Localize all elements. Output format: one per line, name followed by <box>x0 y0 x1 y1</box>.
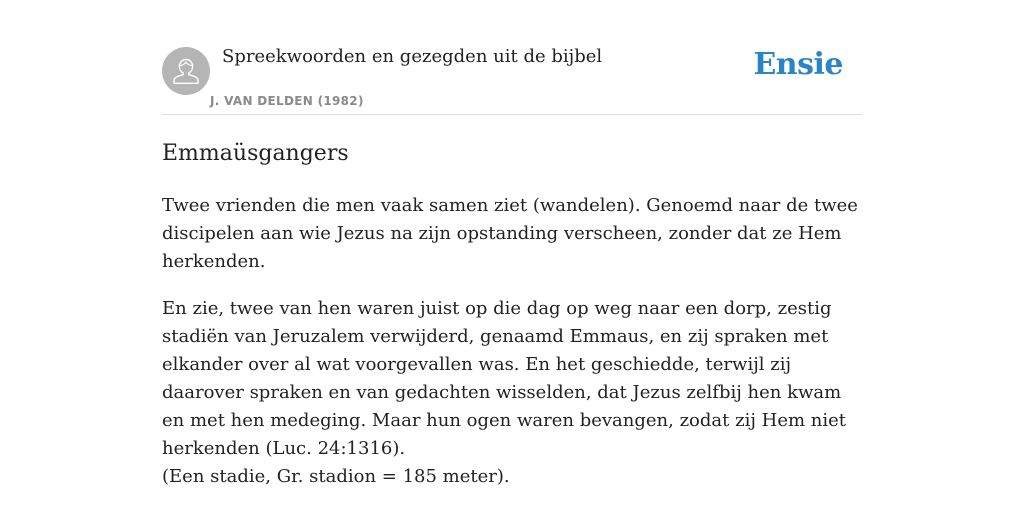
entry-header <box>162 0 862 115</box>
ensie-logo[interactable]: Ensie <box>753 47 843 82</box>
user-icon <box>162 47 210 95</box>
entry-paragraph-note: (Een stadie, Gr. stadion = 185 meter). <box>162 466 510 487</box>
entry-title: Emmaüsgangers <box>162 141 349 166</box>
content-container <box>162 0 862 487</box>
entry-paragraph-definition: Twee vrienden die men vaak samen ziet (wandelen). Genoemd naar de twee discipelen aan wie Jezus na zijn opstanding verscheen, zonder dat ze Hem herkenden. <box>162 195 858 272</box>
author-name[interactable]: J. VAN DELDEN (1982) <box>210 94 364 108</box>
author-avatar[interactable] <box>162 47 210 95</box>
book-title[interactable]: Spreekwoorden en gezegden uit de bijbel <box>222 46 603 67</box>
entry-paragraph-quote: En zie, twee van hen waren juist op die dag op weg naar een dorp, zestig stadiën van Jeruzalem verwijderd, genaamd Emmaus, en zij spraken met elkander over al wat voorgevallen was. En het geschiedde, terwijl zij daarover spraken en van gedachten wisselden, dat Jezus zelfbij hen kwam en met hen medeging. Maar hun ogen waren bevangen, zodat zij Hem niet herkenden (Luc. 24:1316). <box>162 298 847 459</box>
